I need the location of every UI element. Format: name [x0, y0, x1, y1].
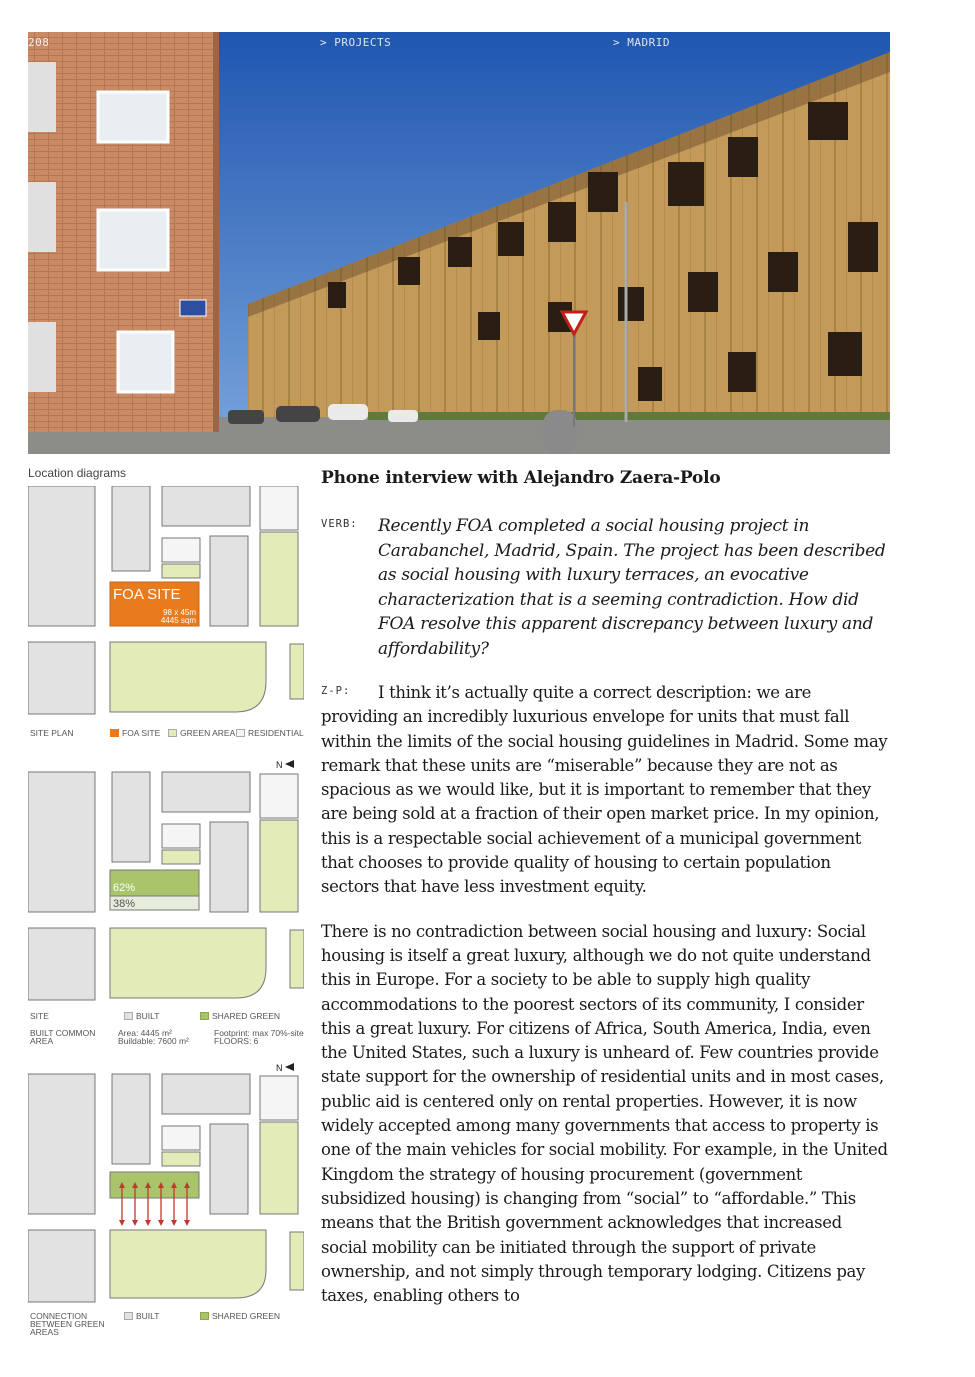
- answer-text: I think it’s actually quite a correct description: we are providing an incredibly luxurious envelope for units that must fall within the limits of the social housing guidelines in Madrid. Some may remark that these units are “miserable” because they are not as spacious as we would like, but it is important to remember that they are being sold at a fraction of their open market price. In my opinion, this is a respectable social achievement of a municipal government that chooses to provide quality of housing to certain population sectors that have less investment equity.: [321, 683, 888, 897]
- location-label: > MADRID: [613, 36, 670, 49]
- pct-built-label: 38%: [113, 898, 136, 910]
- north-label: N: [276, 1063, 283, 1073]
- legend-buildable: Buildable: 7600 m²: [118, 1036, 189, 1046]
- white-swatch-icon: [236, 729, 245, 737]
- legend-shared-green: SHARED GREEN: [200, 1012, 280, 1020]
- north-label: N: [276, 760, 283, 770]
- legend-built-common: BUILT COMMON AREA: [30, 1028, 96, 1046]
- legend-foa-site: FOA SITE: [110, 729, 160, 737]
- legend-green-area: GREEN AREA: [168, 729, 235, 737]
- legend-connection: CONNECTION BETWEEN GREEN AREAS: [30, 1311, 105, 1337]
- site-dimensions: 98 x 45m: [163, 608, 196, 617]
- pale-green-swatch-icon: [168, 729, 177, 737]
- legend-built: BUILT: [124, 1312, 159, 1320]
- question-speaker: VERB:: [321, 518, 358, 530]
- green-swatch-icon: [200, 1312, 209, 1320]
- orange-swatch-icon: [110, 729, 119, 737]
- legend-site-plan: SITE PLAN: [30, 728, 74, 738]
- legend-footprint: Footprint: max 70%-site: [214, 1028, 304, 1038]
- site-diagram: [28, 760, 304, 1006]
- diagrams-title: Location diagrams: [28, 466, 127, 480]
- legend-floors: FLOORS: 6: [214, 1036, 259, 1046]
- site-legend: [28, 1012, 304, 1048]
- section-label: > PROJECTS: [320, 36, 392, 49]
- grey-swatch-icon: [124, 1012, 133, 1020]
- foa-site-label: FOA SITE: [113, 586, 181, 603]
- legend-residential: RESIDENTIAL: [236, 729, 304, 737]
- connection-legend: [28, 1312, 304, 1340]
- question-text: Recently FOA completed a social housing project in Carabanchel, Madrid, Spain. The project has been described as social housing with luxury terraces, an evocative characterization that is a seeming contradiction. How did FOA resolve this apparent discrepancy between luxury and affordability?: [378, 516, 886, 659]
- page-number: 208: [28, 36, 50, 49]
- legend-area: Area: 4445 m²: [118, 1028, 172, 1038]
- grey-swatch-icon: [124, 1312, 133, 1320]
- legend-site: SITE: [30, 1011, 49, 1021]
- site-plan-diagram: [28, 486, 304, 724]
- article-headline: Phone interview with Alejandro Zaera-Polo: [321, 468, 721, 488]
- site-area: 4445 sqm: [160, 616, 196, 625]
- green-swatch-icon: [200, 1012, 209, 1020]
- answer-block: [321, 681, 891, 900]
- legend-shared-green: SHARED GREEN: [200, 1312, 280, 1320]
- site-plan-legend: [28, 729, 304, 741]
- pct-shared-label: 62%: [113, 882, 136, 894]
- body-paragraph: There is no contradiction between social housing and luxury: Social housing is itself a great luxury, although we do not quite understand this in Europe. For a society to be able to supply high quality accommodations to the poorest sectors of its community, I consider this a great luxury. For citizens of Africa, South America, India, even the United States, such a luxury is unheard of. Few countries provide state support for the ownership of residential units and in most cases, public aid is centered only on rental properties. However, it is now widely accepted among many governments that access to property is one of the main vehicles for social mobility. For example, in the United Kingdom the strategy of housing procurement (government subsidized housing) is changing from “social” to “affordable.” This means that the British government acknowledges that increased social mobility can be initiated through the support of private ownership, and not simply through temporary lodging. Citizens pay taxes, enabling others to: [321, 921, 888, 1306]
- answer-speaker: Z-P:: [321, 685, 351, 697]
- connection-diagram: [28, 1062, 304, 1306]
- legend-built: BUILT: [124, 1012, 159, 1020]
- question-block: [321, 514, 891, 661]
- building-photo: [28, 32, 890, 454]
- interview-article: [321, 468, 891, 1308]
- running-header: [28, 36, 890, 52]
